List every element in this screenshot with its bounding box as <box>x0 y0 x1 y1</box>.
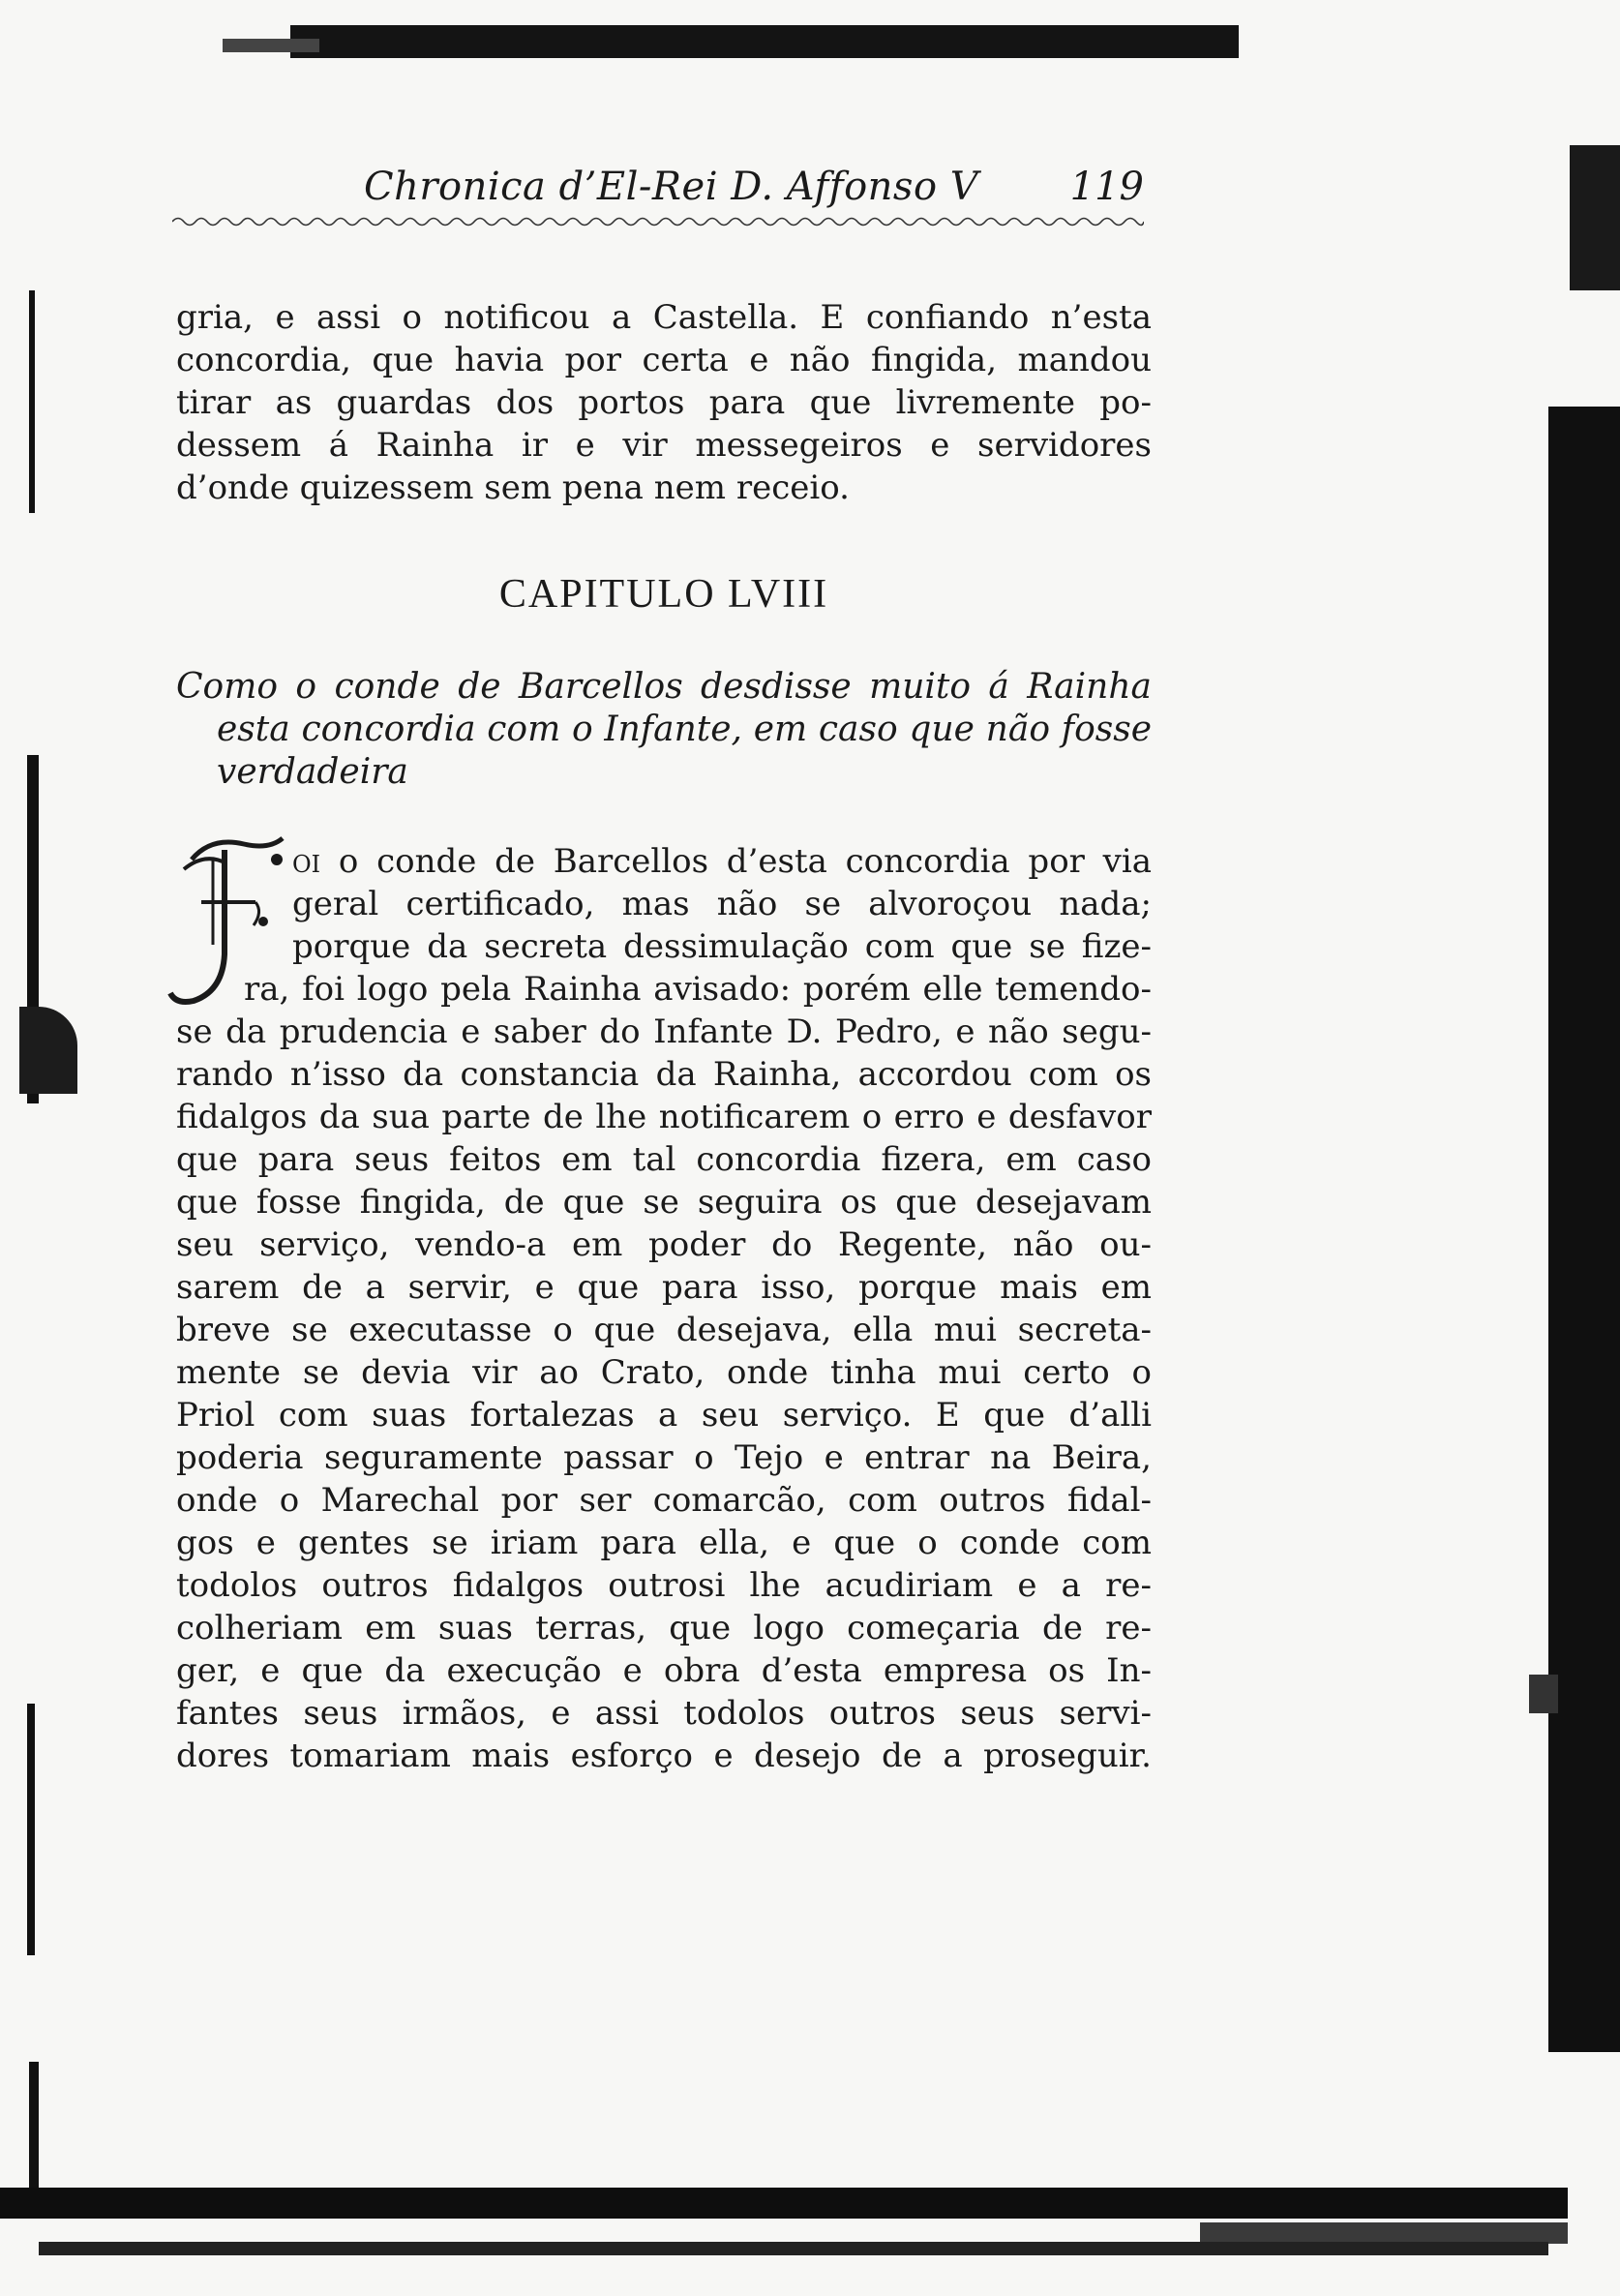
chapter-heading: CAPITULO LVIII <box>498 572 829 617</box>
scan-edge-left <box>29 2062 39 2197</box>
scan-edge-bottom <box>39 2242 1548 2255</box>
text-line: sarem de a servir, e que para isso, porque mais em <box>176 1268 1152 1307</box>
scan-edge-left <box>27 1704 35 1955</box>
text-line: que para seus feitos em tal concordia fizera, em caso <box>176 1140 1152 1179</box>
text-line: Priol com suas fortalezas a seu serviço. E que d’alli <box>176 1396 1152 1435</box>
continuation-paragraph <box>176 296 1152 509</box>
subtitle-line: esta concordia com o Infante, em caso que não fosse <box>217 710 1152 749</box>
running-header <box>364 165 1144 215</box>
text-line: d’onde quizessem sem pena nem receio. <box>176 468 850 507</box>
scan-edge-right <box>1570 145 1620 290</box>
text-line: que fosse fingida, de que se seguira os que desejavam <box>176 1183 1152 1222</box>
text-line: colheriam em suas terras, que logo começaria de re- <box>176 1609 1152 1647</box>
text-line: se da prudencia e saber do Infante D. Pedro, e não segu- <box>176 1012 1152 1051</box>
text-line: rando n’isso da constancia da Rainha, accordou com os <box>176 1055 1152 1094</box>
text-line: breve se executasse o que desejava, ella mui secreta- <box>176 1311 1152 1349</box>
text-line: poderia seguramente passar o Tejo e entrar na Beira, <box>176 1438 1152 1477</box>
chapter-subtitle <box>176 666 1152 794</box>
scan-edge-bottom <box>1200 2222 1568 2244</box>
scan-edge-right <box>1548 407 1620 2052</box>
text-line: tirar as guardas dos portos para que livremente po- <box>176 383 1152 422</box>
scan-edge-top <box>290 25 1239 58</box>
text-line: ra, foi logo pela Rainha avisado: porém elle temendo- <box>244 970 1152 1009</box>
text-line: dessem á Rainha ir e vir messegeiros e servidores <box>176 426 1152 465</box>
scan-edge-left <box>29 290 35 513</box>
text-line: porque da secreta dessimulação com que se fize- <box>292 927 1152 966</box>
text-line: ger, e que da execução e obra d’esta empresa os In- <box>176 1651 1152 1690</box>
scan-edge-right-blot <box>1529 1675 1558 1713</box>
text-line-rest: o conde de Barcellos d’esta concordia por via <box>338 842 1152 881</box>
first-word: oi <box>292 842 321 881</box>
subtitle-line: Como o conde de Barcellos desdisse muito á Rainha <box>176 667 1152 707</box>
text-line: mente se devia vir ao Crato, onde tinha mui certo o <box>176 1353 1152 1392</box>
text-line: gria, e assi o notificou a Castella. E confiando n’esta <box>176 298 1152 337</box>
text-line: gos e gentes se iriam para ella, e que o conde com <box>176 1524 1152 1562</box>
scan-edge-top-fade <box>223 39 319 52</box>
text-line: fantes seus irmãos, e assi todolos outros seus servi- <box>176 1694 1152 1733</box>
body-paragraph <box>176 840 1152 1777</box>
text-line <box>176 840 1152 883</box>
text-line: concordia, que havia por certa e não fingida, mandou <box>176 341 1152 379</box>
page-number: 119 <box>1069 165 1144 209</box>
subtitle-line: verdadeira <box>217 752 408 792</box>
scan-edge-bottom <box>0 2188 1568 2219</box>
text-line: fidalgos da sua parte de lhe notificarem o erro e desfavor <box>176 1098 1152 1136</box>
text-line: todolos outros fidalgos outrosi lhe acudiriam e a re- <box>176 1566 1152 1605</box>
wavy-rule-divider <box>172 215 1144 228</box>
text-line: geral certificado, mas não se alvoroçou nada; <box>292 885 1152 923</box>
running-title: Chronica d’El-Rei D. Affonso V <box>364 165 979 209</box>
text-line: onde o Marechal por ser comarcão, com outros fidal- <box>176 1481 1152 1520</box>
text-line: seu serviço, vendo-a em poder do Regente, não ou- <box>176 1225 1152 1264</box>
scan-edge-left-blot <box>19 1007 77 1094</box>
text-line: dores tomariam mais esforço e desejo de a proseguir. <box>176 1737 1152 1775</box>
